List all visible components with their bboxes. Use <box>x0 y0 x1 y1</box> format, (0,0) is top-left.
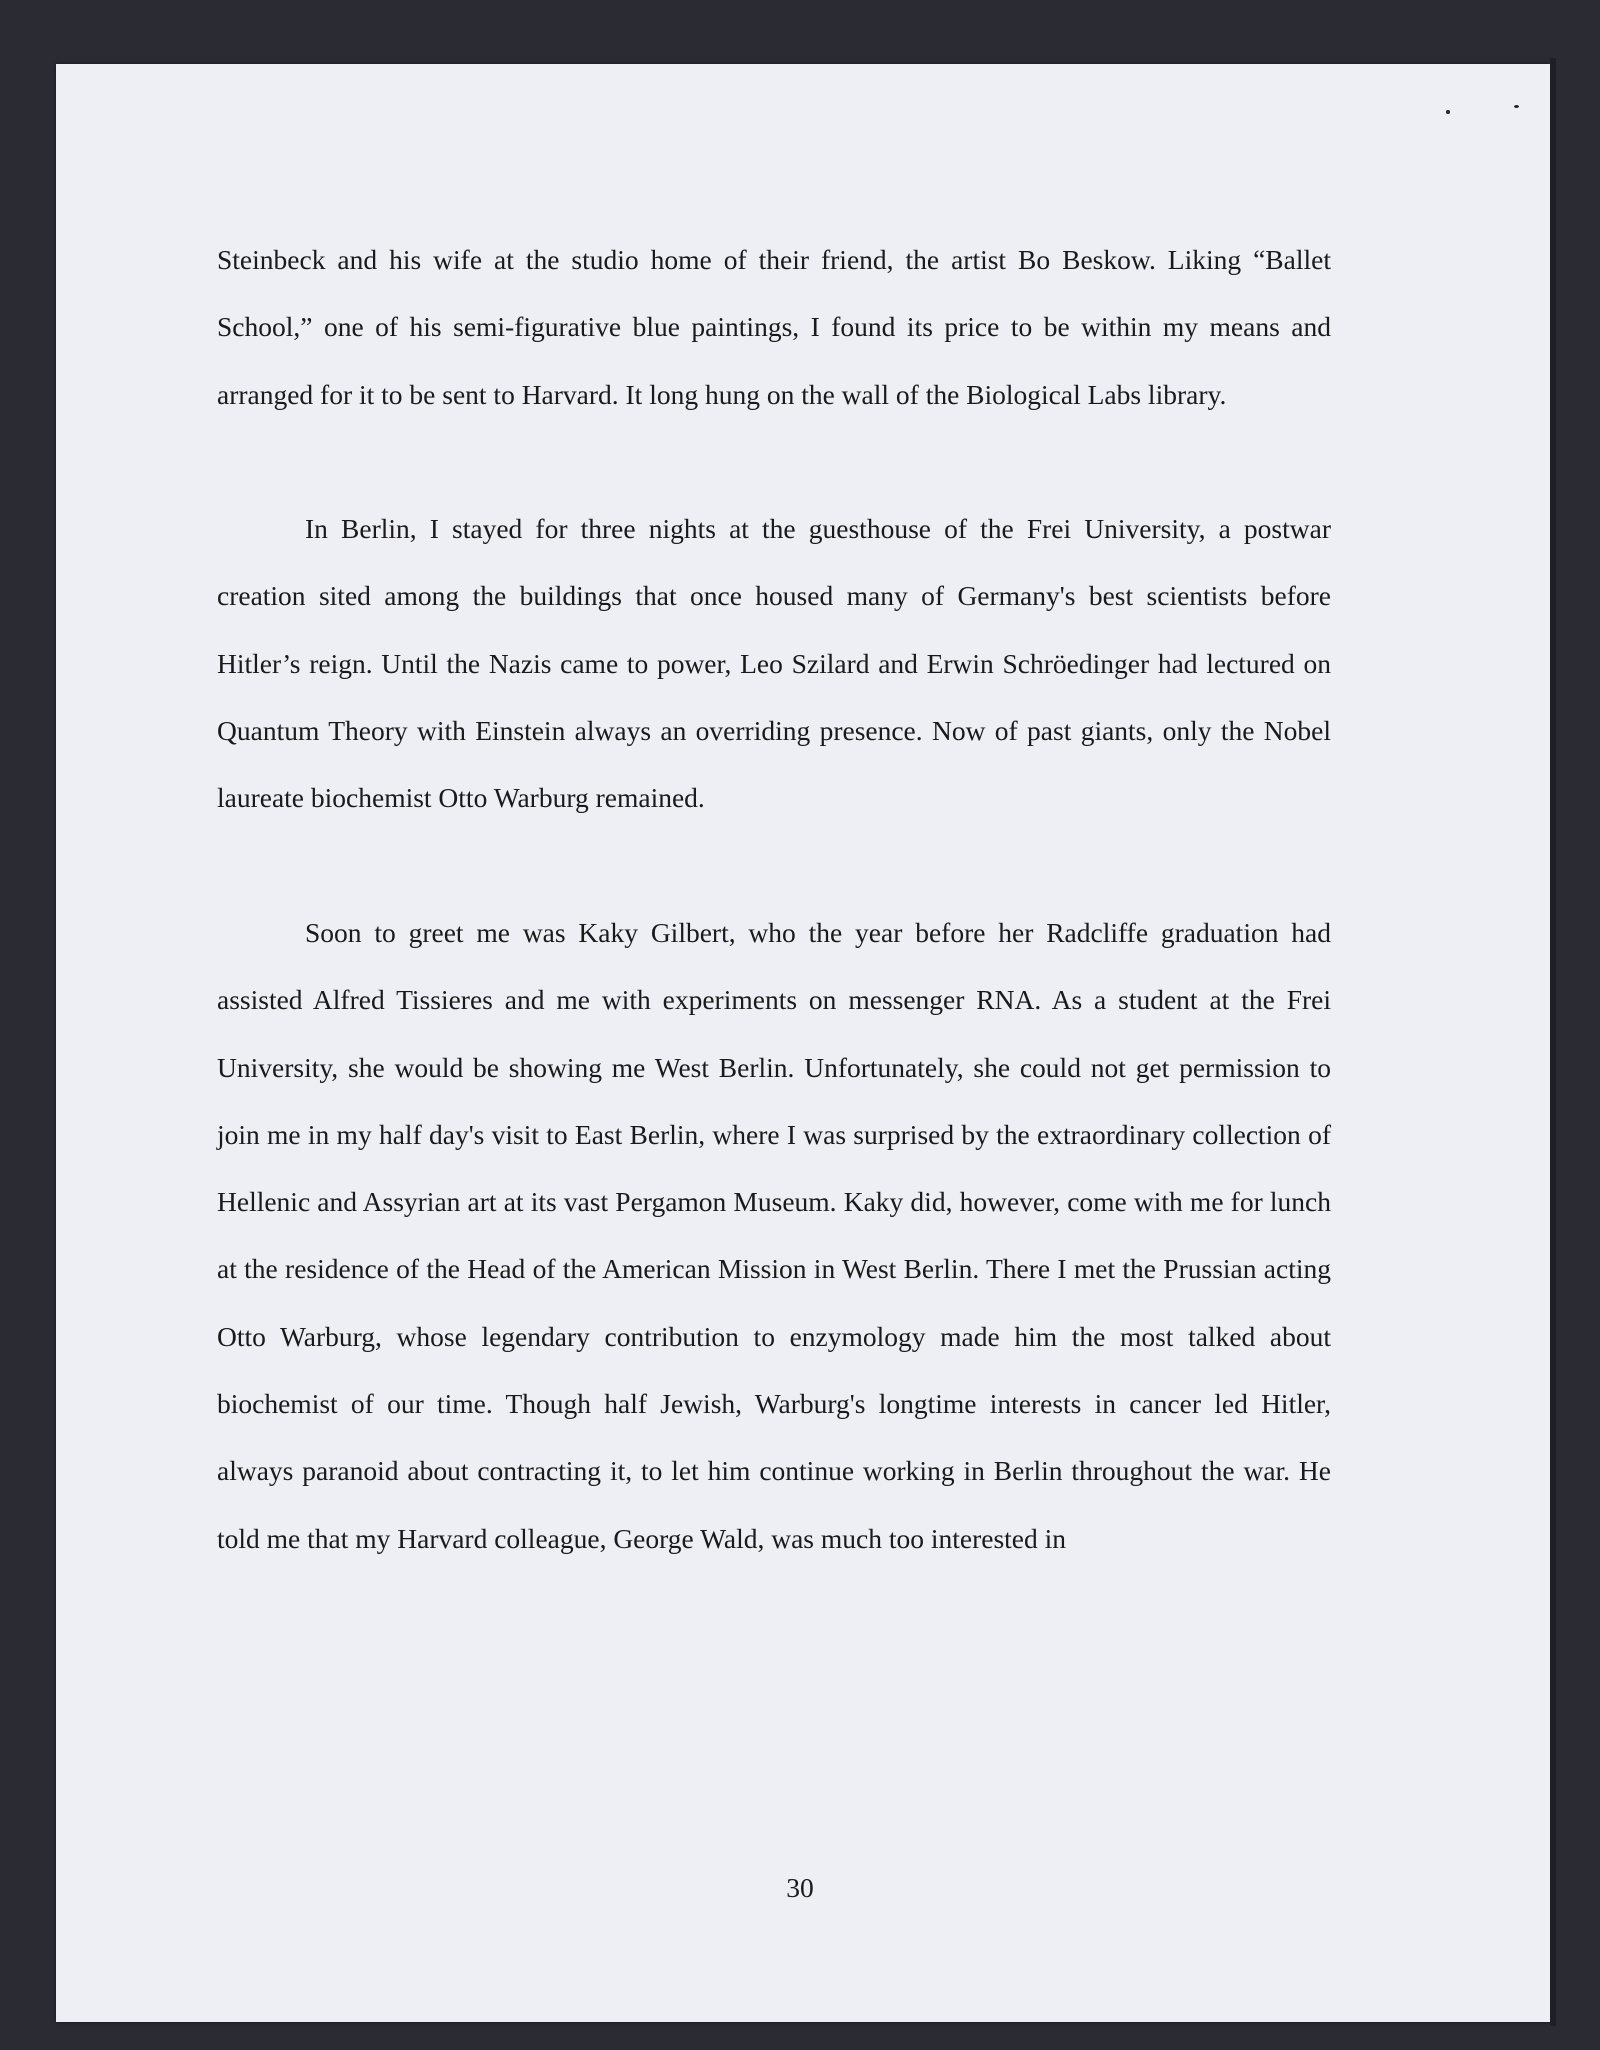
paragraph-3: Soon to greet me was Kaky Gilbert, who the year before her Radcliffe graduation had assisted Alfred Tissieres and me with experiments on messenger RNA. As a student at the Frei University, she would be showing me West Berlin. Unfortunately, she could not get permission to join me in my half day's visit to East Berlin, where I was surprised by the extraordinary collection of Hellenic and Assyrian art at its vast Pergamon Museum. Kaky did, however, come with me for lunch at the residence of the Head of the American Mission in West Berlin. There I met the Prussian acting Otto Warburg, whose legendary contribution to enzymology made him the most talked about biochemist of our time. Though half Jewish, Warburg's longtime interests in cancer led Hitler, always paranoid about contracting it, to let him continue working in Berlin throughout the war. He told me that my Harvard colleague, George Wald, was much too interested in <box>217 916 1331 1554</box>
page-number: 30 <box>786 1872 814 1903</box>
page-edge <box>1550 58 1556 2026</box>
body-text <box>217 226 1331 1572</box>
paragraph-2: In Berlin, I stayed for three nights at the guesthouse of the Frei University, a postwar creation sited among the buildings that once housed many of Germany's best scientists before Hitler’s reign. Until the Nazis came to power, Leo Szilard and Erwin Schröedinger had lectured on Quantum Theory with Einstein always an overriding presence. Now of past giants, only the Nobel laureate biochemist Otto Warburg remained. <box>217 513 1331 814</box>
stray-mark <box>1514 105 1519 108</box>
stray-mark <box>1446 110 1450 114</box>
paragraph-1: Steinbeck and his wife at the studio home of their friend, the artist Bo Beskow. Liking “Ballet School,” one of his semi-figurative blue paintings, I found its price to be within my means and arranged for it to be sent to Harvard. It long hung on the wall of the Biological Labs library. <box>217 244 1331 410</box>
